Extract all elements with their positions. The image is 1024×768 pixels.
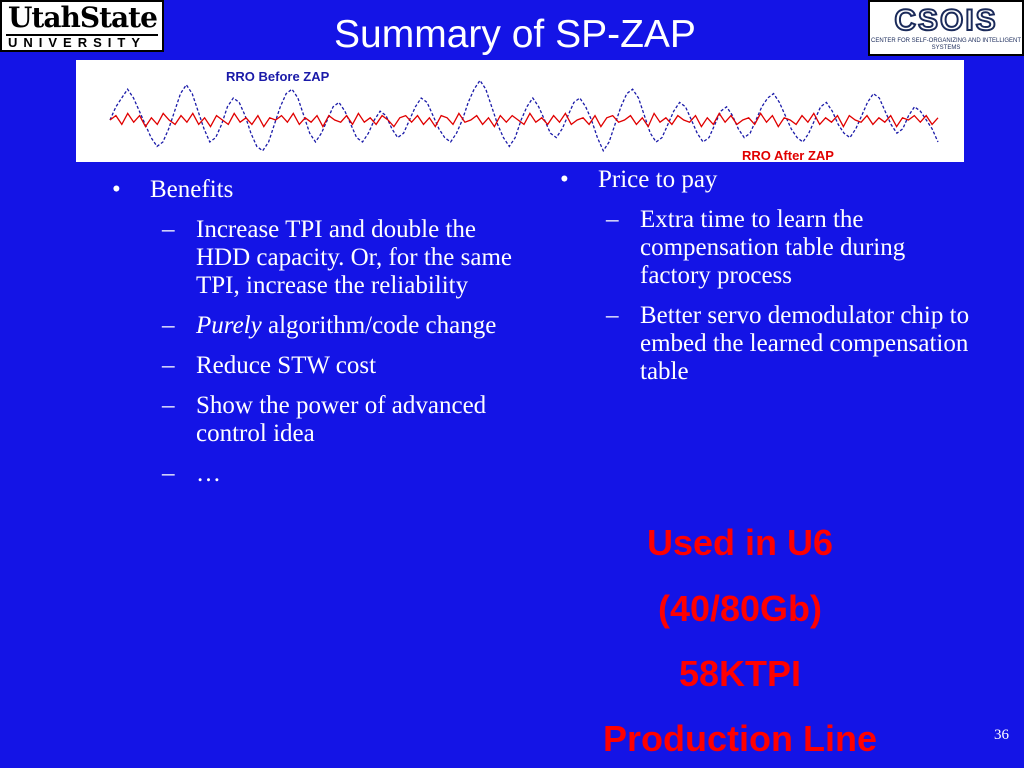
price-column bbox=[560, 166, 980, 386]
list-item-text: Reduce STW cost bbox=[196, 352, 377, 379]
highlight-line: Production Line bbox=[603, 718, 877, 759]
list-item-text: algorithm/code change bbox=[261, 312, 497, 339]
list-item-text: Better servo demodulator chip to embed the learned compensation table bbox=[640, 302, 970, 385]
dash-glyph: – bbox=[162, 216, 175, 243]
list-item bbox=[606, 206, 980, 290]
list-item bbox=[162, 216, 522, 300]
list-item-text: Show the power of advanced control idea bbox=[196, 392, 487, 447]
list-item bbox=[162, 460, 522, 488]
dash-glyph: – bbox=[162, 460, 175, 487]
series-line-1 bbox=[110, 113, 938, 126]
utah-state-university-logo bbox=[0, 0, 164, 52]
list-item-text: Increase TPI and double the HDD capacity. Or, for the same TPI, increase the reliability bbox=[196, 216, 513, 299]
price-bullet bbox=[560, 166, 980, 194]
logo-csois-sub: CENTER FOR SELF-ORGANIZING AND INTELLIGENT SYSTEMS bbox=[870, 38, 1022, 51]
logo-csois-name: CSOIS bbox=[894, 4, 998, 37]
bullet-glyph: • bbox=[560, 166, 569, 193]
list-item-text: … bbox=[196, 460, 221, 487]
csois-logo bbox=[868, 0, 1024, 56]
list-item bbox=[162, 312, 522, 340]
rro-chart bbox=[76, 60, 964, 162]
list-item bbox=[606, 302, 980, 386]
highlight-line: Used in U6 bbox=[646, 522, 834, 563]
benefits-bullet bbox=[112, 176, 522, 204]
highlight-line: 58KTPI bbox=[678, 653, 802, 694]
dash-glyph: – bbox=[606, 206, 619, 233]
logo-usu-bottom: UNIVERSITY bbox=[8, 35, 147, 50]
price-heading: Price to pay bbox=[598, 166, 718, 193]
dash-glyph: – bbox=[162, 392, 175, 419]
dash-glyph: – bbox=[162, 352, 175, 379]
legend-after-zap: RRO After ZAP bbox=[742, 148, 834, 163]
list-item-text: Extra time to learn the compensation table during factory process bbox=[640, 206, 906, 289]
benefits-column bbox=[112, 176, 522, 488]
legend-before-zap: RRO Before ZAP bbox=[226, 69, 330, 84]
benefits-heading: Benefits bbox=[150, 176, 234, 203]
highlight-line: (40/80Gb) bbox=[657, 588, 823, 629]
bullet-glyph: • bbox=[112, 176, 121, 203]
page-number: 36 bbox=[994, 727, 1009, 743]
dash-glyph: – bbox=[162, 312, 175, 339]
list-item-emphasis: Purely bbox=[196, 312, 262, 339]
dash-glyph: – bbox=[606, 302, 619, 329]
slide-title: Summary of SP-ZAP bbox=[334, 13, 696, 56]
list-item bbox=[162, 392, 522, 448]
series-line-0 bbox=[110, 80, 938, 150]
list-item bbox=[162, 352, 522, 380]
rro-chart-plot bbox=[76, 60, 964, 162]
logo-usu-top: UtahState bbox=[8, 1, 157, 34]
